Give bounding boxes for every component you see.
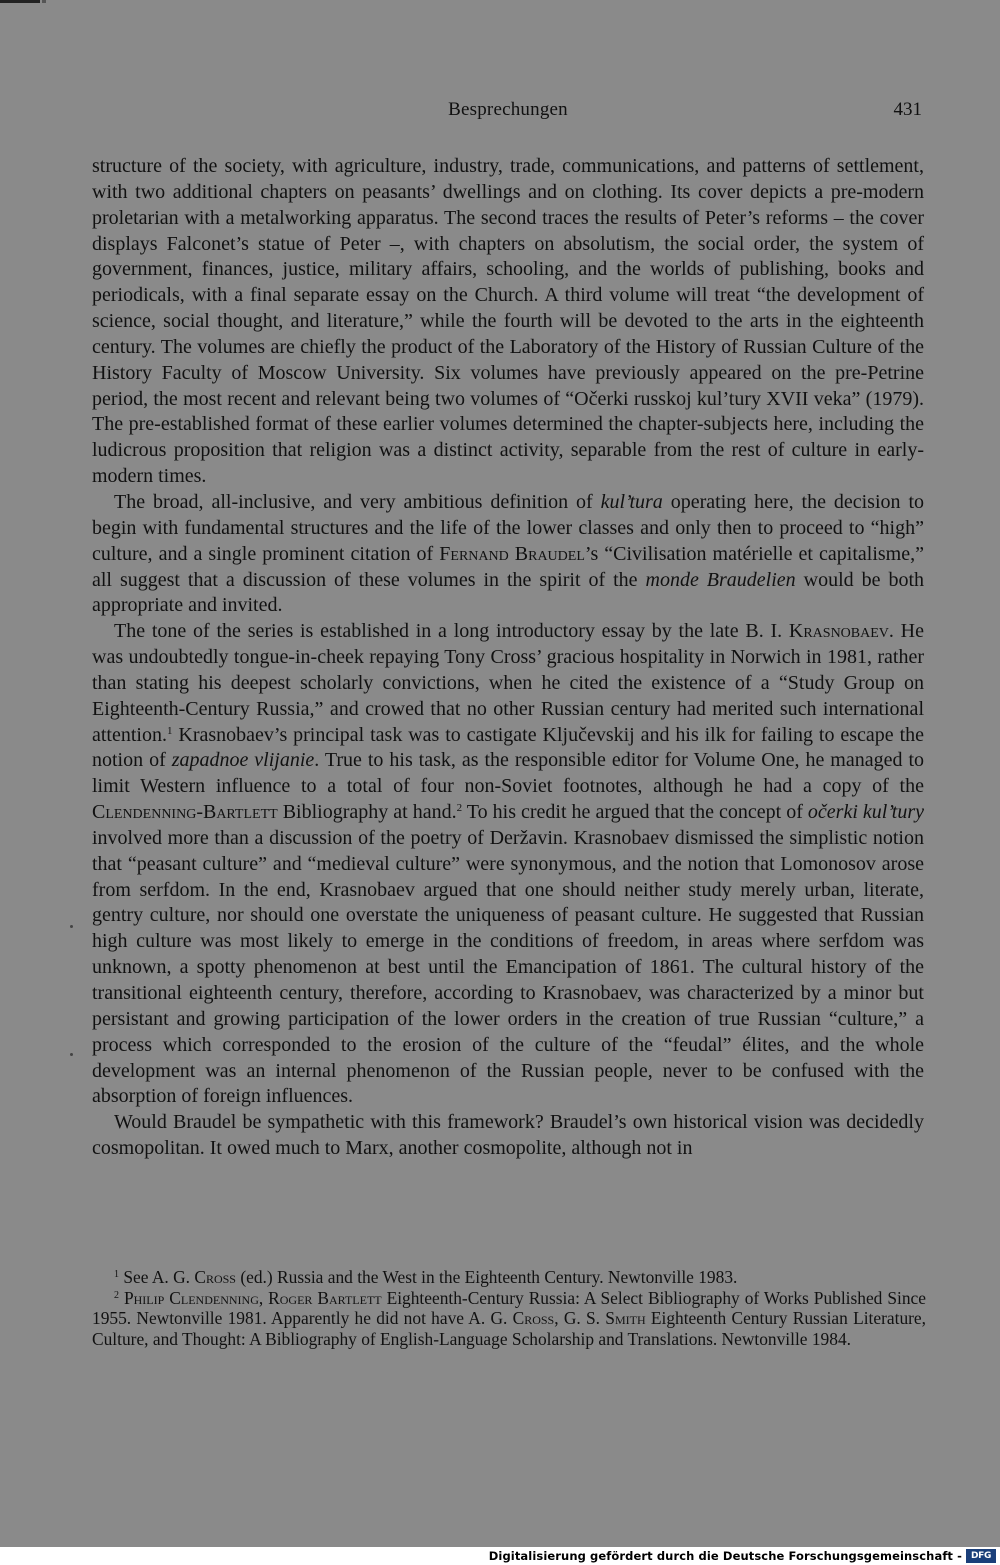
dfg-logo-icon[interactable]: DFG — [966, 1549, 996, 1563]
author-name: Fernand Braudel — [439, 542, 585, 565]
scan-corner-mark — [0, 0, 40, 3]
funding-footer — [0, 1547, 1000, 1565]
page-number: 431 — [893, 99, 922, 120]
footnote-ref-1[interactable]: 1 — [166, 724, 173, 737]
author-name: Cross — [194, 1267, 236, 1287]
text-run: See A. G. — [119, 1267, 195, 1287]
paragraph-3 — [92, 619, 924, 1110]
text-run: The tone of the series is established in a long introductory essay by the late B. I. — [114, 620, 789, 643]
body-text — [92, 154, 924, 1162]
author-name: Smith — [605, 1308, 646, 1328]
text-run: (ed.) Russia and the West in the Eighteenth Century. Newtonville 1983. — [235, 1267, 738, 1287]
funding-notice: Digitalisierung gefördert durch die Deutsche Forschungsgemeinschaft - — [488, 1549, 962, 1563]
footnote-1 — [92, 1267, 926, 1288]
footnote-mark: 2 — [114, 1289, 119, 1301]
text-run: Krasnobaev’s principal task was to castigate Ključevskij and his ilk for failing to escape the notion of — [92, 723, 924, 772]
text-run: ’s “Civilisation matérielle et capitalisme,” all suggest that a discussion of these volumes in the spirit of the — [92, 542, 924, 591]
author-name: Clendenning-Bartlett — [92, 801, 278, 824]
footnote-2 — [92, 1288, 926, 1350]
footnote-ref-2[interactable]: 2 — [456, 802, 463, 815]
margin-mark — [70, 925, 73, 928]
paragraph-1: structure of the society, with agriculture, industry, trade, communications, and patterns of settlement, with two additional chapters on peasants’ dwellings and on clothing. Its cover depicts a pre-modern proletarian with a metalworking apparatus. The second traces the results of Peter’s reforms – the cover displays Falconet’s statue of Peter –, with chapters on absolutism, the social order, the system of government, finances, justice, military affairs, schooling, and the worlds of publishing, books and periodicals, with a final separate essay on the Church. A third volume will treat “the development of science, social thought, and literature,” while the fourth will be devoted to the arts in the eighteenth century. The volumes are chiefly the product of the Laboratory of the History of Russian Culture of the History Faculty of Moscow University. Six volumes have previously appeared on the pre-Petrine period, the most recent and relevant being two volumes of “Očerki russkoj kul’tury XVII veka” (1979). The pre-established format of these earlier volumes determined the chapter-subjects here, including the ludicrous proposition that religion was a distinct activity, separable from the rest of culture in early-modern times. — [92, 155, 924, 488]
text-run: operating here, the decision to begin with fundamental structures and the life of the lower classes and only then to proceed to “high” culture, and a single prominent citation of — [92, 490, 924, 565]
text-run: would be both appropriate and invited. — [92, 568, 925, 617]
text-run: The broad, all-inclusive, and very ambitious definition of — [114, 490, 601, 513]
italic-term: monde Braudelien — [645, 568, 796, 591]
text-run: . True to his task, as the responsible editor for Volume One, he managed to limit Western influence to a total of four non-Soviet footnotes, although he had a copy of the — [92, 749, 924, 798]
footnotes — [92, 1267, 926, 1349]
italic-term: očerki kul’tury — [807, 801, 924, 824]
footnote-mark: 1 — [114, 1269, 119, 1280]
author-name: Krasnobaev — [788, 620, 889, 643]
page-header — [92, 99, 924, 125]
text-run: . He was undoubtedly tongue-in-cheek repaying Tony Cross’ gracious hospitality in Norwich in 1981, rather than stating his deepest scholarly convictions, when he cited the existence of a “Study Group on Eighteenth-Century Russia,” and crowed that no other Russian century had merited such international attention. — [92, 620, 924, 746]
author-name: Cross — [512, 1308, 555, 1328]
scan-corner-dot — [42, 0, 46, 3]
text-run: , G. S. — [554, 1308, 606, 1328]
text-run: Eighteenth-Century Russia: A Select Bibliography of Works Published Since 1955. Newtonville 1981. Apparently he did not have A. G. — [92, 1287, 926, 1328]
text-run: To his credit he argued that the concept of — [462, 801, 808, 824]
author-name: Philip Clendenning, Roger Bartlett — [119, 1287, 382, 1308]
paragraph-2 — [92, 490, 924, 619]
text-run: Bibliography at hand. — [277, 801, 457, 824]
paragraph-4: Would Braudel be sympathetic with this framework? Braudel’s own historical vision was decidedly cosmopolitan. It owed much to Marx, another cosmopolite, although not in — [92, 1111, 924, 1160]
running-head: Besprechungen — [448, 99, 568, 120]
text-run: Eighteenth Century Russian Literature, Culture, and Thought: A Bibliography of English-Language Scholarship and Translations. Newtonville 1984. — [92, 1308, 926, 1349]
italic-term: kul’tura — [600, 490, 663, 513]
italic-term: zapadnoe vlijanie — [171, 749, 315, 772]
margin-mark — [70, 1053, 73, 1056]
text-run: involved more than a discussion of the poetry of Deržavin. Krasnobaev dismissed the simplistic notion that “peasant culture” and “medieval culture” were synonymous, and the notion that Lomonosov arose from serfdom. In the end, Krasnobaev argued that one should neither study merely urban, literate, gentry culture, nor should one overstate the uniqueness of peasant culture. He suggested that Russian high culture was most likely to emerge in the conditions of freedom, in areas where serfdom was unknown, a spotty phenomenon at best until the Emancipation of 1861. The cultural history of the transitional eighteenth century, therefore, according to Krasnobaev, was characterized by a minor but persistant and growing participation of the lower orders in the creation of true Russian “culture,” a process which corresponded to the erosion of the culture of the “feudal” élites, and the whole development was an internal phenomenon of the Russian people, never to be confused with the absorption of foreign influences. — [92, 826, 924, 1108]
